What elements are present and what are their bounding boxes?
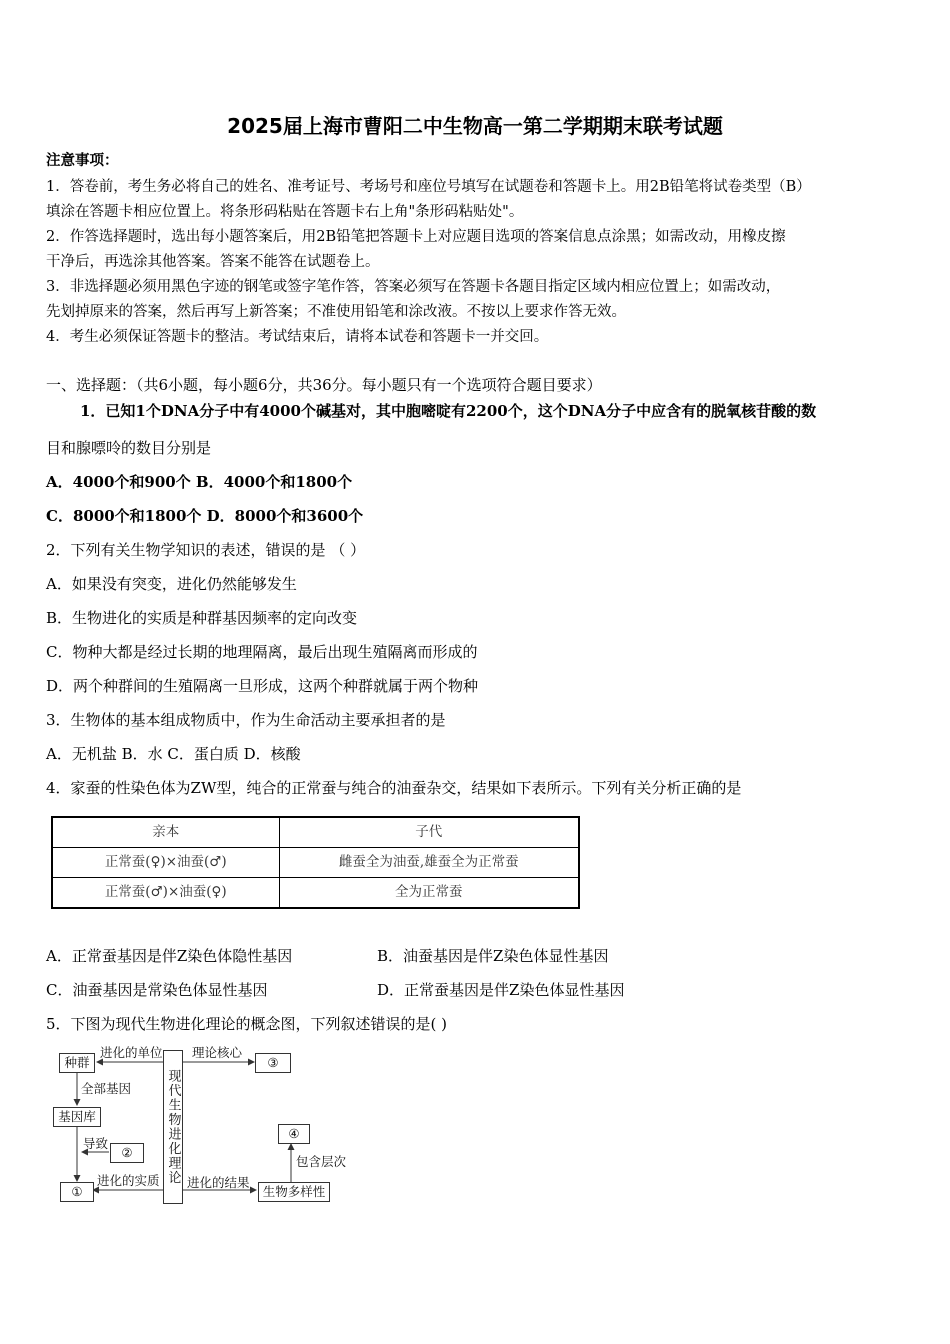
question-3-stem: 3．生物体的基本组成物质中，作为生命活动主要承担者的是 xyxy=(46,711,446,729)
question-2-option-c: C．物种大都是经过长期的地理隔离，最后出现生殖隔离而形成的 xyxy=(46,643,478,661)
table-cell: 正常蚕(♀)×油蚕(♂) xyxy=(52,848,279,878)
question-4-stem: 4．家蚕的性染色体为ZW型，纯合的正常蚕与纯合的油蚕杂交，结果如下表所示。下列有关分析正确的是 xyxy=(46,779,742,797)
question-4-option-c: C．油蚕基因是常染色体显性基因 xyxy=(46,981,268,999)
table-header-row xyxy=(52,817,579,848)
table-row xyxy=(52,878,579,909)
question-2-option-a: A．如果没有突变，进化仍然能够发生 xyxy=(46,575,297,593)
label-core: 理论核心 xyxy=(192,1045,243,1060)
question-4-option-b: B．油蚕基因是伴Z染色体显性基因 xyxy=(377,947,609,965)
table-cell: 正常蚕(♂)×油蚕(♀) xyxy=(52,878,279,909)
box-number-2: ② xyxy=(110,1143,144,1163)
label-essence: 进化的实质 xyxy=(97,1173,160,1188)
question-4-option-d: D．正常蚕基因是伴Z染色体显性基因 xyxy=(377,981,625,999)
table-cell: 雌蚕全为油蚕,雄蚕全为正常蚕 xyxy=(279,848,579,878)
center-concept-box xyxy=(163,1050,183,1204)
question-1-stem-cont: 目和腺嘌呤的数目分别是 xyxy=(46,439,212,457)
label-leads-to: 导致 xyxy=(83,1136,109,1151)
page-title: 2025届上海市曹阳二中生物高一第二学期期末联考试题 xyxy=(227,114,723,138)
box-number-3: ③ xyxy=(255,1053,291,1073)
question-1-options: C．8000个和1800个 D．8000个和3600个 xyxy=(46,507,364,525)
question-4-option-a: A．正常蚕基因是伴Z染色体隐性基因 xyxy=(46,947,293,965)
notice-line: 干净后，再选涂其他答案。答案不能答在试题卷上。 xyxy=(46,254,380,270)
box-number-4: ④ xyxy=(278,1124,310,1144)
question-2-stem: 2．下列有关生物学知识的表述，错误的是 （ ） xyxy=(46,541,366,559)
label-unit: 进化的单位 xyxy=(100,1045,163,1060)
label-levels: 包含层次 xyxy=(296,1154,347,1169)
label-all-genes: 全部基因 xyxy=(81,1081,132,1096)
notice-line: 1．答卷前，考生务必将自己的姓名、准考证号、考场号和座位号填写在试题卷和答题卡上。用2B铅笔将试卷类型（B） xyxy=(46,179,811,195)
box-gene-pool: 基因库 xyxy=(53,1107,101,1127)
question-2-option-b: B．生物进化的实质是种群基因频率的定向改变 xyxy=(46,609,358,627)
table-header: 亲本 xyxy=(52,817,279,848)
label-result: 进化的结果 xyxy=(187,1175,250,1190)
table-cell: 全为正常蚕 xyxy=(279,878,579,909)
notice-line: 4．考生必须保证答题卡的整洁。考试结束后，请将本试卷和答题卡一并交回。 xyxy=(46,329,549,345)
question-2-option-d: D．两个种群间的生殖隔离一旦形成，这两个种群就属于两个物种 xyxy=(46,677,479,695)
cross-result-table xyxy=(51,816,580,909)
notice-line: 先划掉原来的答案，然后再写上新答案；不准使用铅笔和涂改液。不按以上要求作答无效。 xyxy=(46,304,626,320)
notice-heading: 注意事项： xyxy=(46,152,119,169)
question-3-options: A．无机盐 B．水 C．蛋白质 D．核酸 xyxy=(46,745,301,763)
question-1-stem: 1．已知1个DNA分子中有4000个碱基对，其中胞嘧啶有2200个，这个DNA分子中应含有的脱氧核苷酸的数 xyxy=(80,402,817,420)
notice-line: 3．非选择题必须用黑色字迹的钢笔或签字笔作答，答案必须写在答题卡各题目指定区域内相应位置上；如需改动， xyxy=(46,279,781,295)
box-biodiversity: 生物多样性 xyxy=(258,1182,330,1202)
center-concept-text: 现代生物进化理论 xyxy=(165,1069,181,1185)
notice-line: 填涂在答题卡相应位置上。将条形码粘贴在答题卡右上角"条形码粘贴处"。 xyxy=(46,204,524,220)
box-number-1: ① xyxy=(60,1182,94,1202)
box-population: 种群 xyxy=(59,1053,95,1073)
section-heading: 一、选择题：（共6小题，每小题6分，共36分。每小题只有一个选项符合题目要求） xyxy=(46,376,602,394)
question-1-options: A．4000个和900个 B．4000个和1800个 xyxy=(46,473,353,491)
evolution-concept-diagram xyxy=(50,1042,360,1208)
table-header: 子代 xyxy=(279,817,579,848)
notice-line: 2．作答选择题时，选出每小题答案后，用2B铅笔把答题卡上对应题目选项的答案信息点涂黑；如需改动，用橡皮擦 xyxy=(46,229,786,245)
question-5-stem: 5．下图为现代生物进化理论的概念图，下列叙述错误的是( ) xyxy=(46,1015,448,1033)
table-row xyxy=(52,848,579,878)
